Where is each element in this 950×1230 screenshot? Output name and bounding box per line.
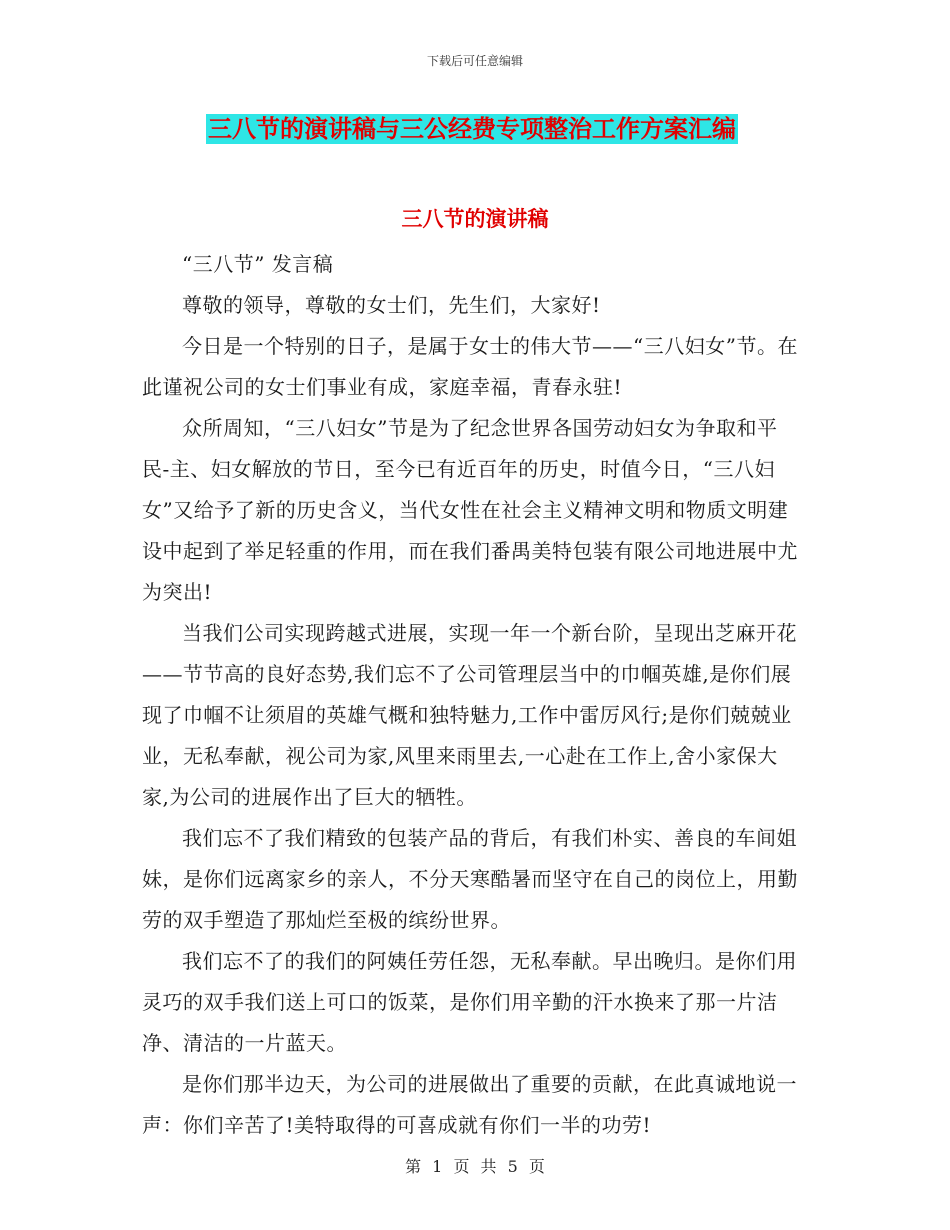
paragraph: 众所周知，“三八妇女”节是为了纪念世界各国劳动妇女为争取和平民-主、妇女解放的节日，至今已有近百年的历史，时值今日，“三八妇女”又给予了新的历史含义，当代女性在社会主义精神文明和物质文明建设中起到了举足轻重的作用，而在我们番禺美特包装有限公司地进展中尤为突出! [142, 416, 798, 604]
paragraph: 当我们公司实现跨越式进展，实现一年一个新台阶，呈现出芝麻开花——节节高的良好态势,我们忘不了公司管理层当中的巾帼英雄,是你们展现了巾帼不让须眉的英雄气概和独特魅力,工作中雷厉风行;是你们兢兢业业，无私奉献，视公司为家,风里来雨里去,一心赴在工作上,舍小家保大家,为公司的进展作出了巨大的牺牲。 [142, 621, 797, 809]
paragraph: 我们忘不了的我们的阿姨任劳任怨，无私奉献。早出晚归。是你们用灵巧的双手我们送上可口的饭菜，是你们用辛勤的汗水换来了那一片洁净、清洁的一片蓝天。 [142, 949, 797, 1055]
paragraph: 我们忘不了我们精致的包装产品的背后，有我们朴实、善良的车间姐妹，是你们远离家乡的亲人，不分天寒酷暑而坚守在自己的岗位上，用勤劳的双手塑造了那灿烂至极的缤纷世界。 [142, 826, 798, 932]
header-note: 下载后可任意编辑 [426, 54, 523, 68]
document-title: 三八节的演讲稿与三公经费专项整治工作方案汇编 [208, 114, 736, 143]
paragraph: 今日是一个特别的日子，是属于女士的伟大节——“三八妇女”节。在此谨祝公司的女士们事业有成，家庭幸福，青春永驻! [142, 334, 798, 399]
paragraph: 是你们那半边天，为公司的进展做出了重要的贡献，在此真诚地说一声：你们辛苦了!美特取得的可喜成就有你们一半的功劳! [142, 1072, 797, 1137]
paragraph: “三八节” 发言稿 [182, 252, 334, 276]
section-title: 三八节的演讲稿 [401, 206, 549, 231]
page-footer: 第 1 页 共 5 页 [405, 1157, 545, 1176]
document-body [142, 244, 802, 1146]
paragraph: 尊敬的领导，尊敬的女士们，先生们，大家好! [182, 293, 601, 317]
